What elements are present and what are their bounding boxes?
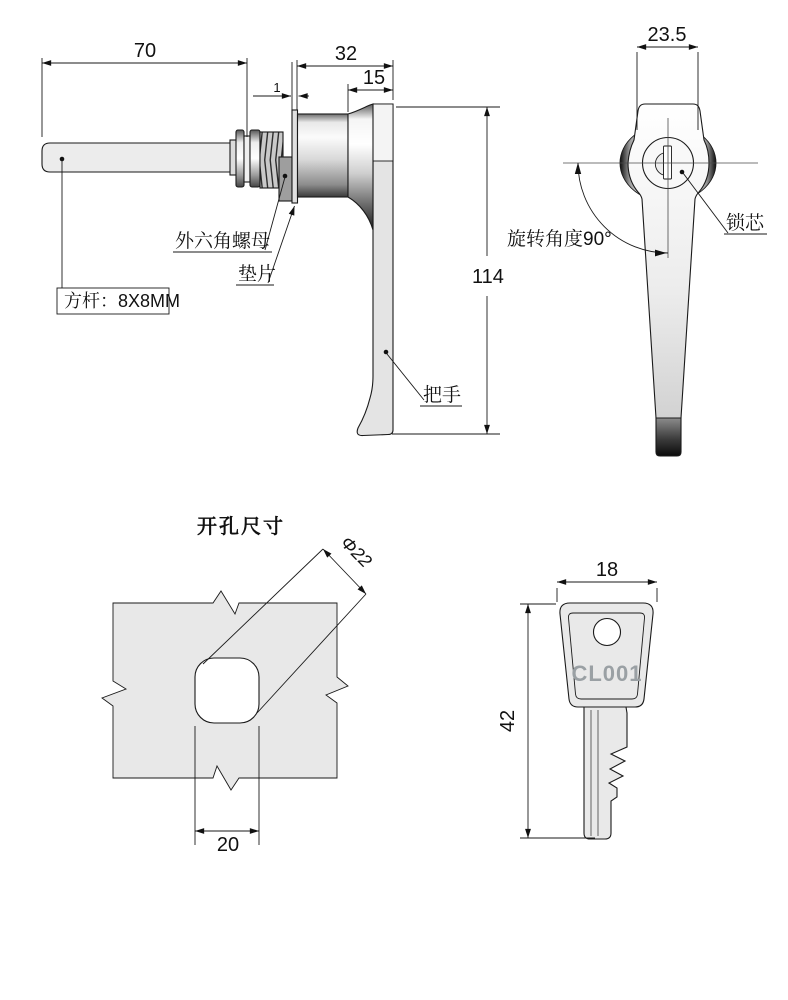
- lock-barrel-shape: [298, 114, 349, 197]
- dim-18-label: 18: [595, 559, 619, 581]
- key-code-text: CL001: [571, 661, 643, 686]
- side-view-drawing: [42, 40, 504, 436]
- handle-label: 把手: [423, 385, 462, 406]
- arc-arrow-up: [575, 163, 581, 175]
- key-view-drawing: [497, 559, 657, 839]
- bezel-ring-outer: [236, 130, 244, 187]
- dim-42-label: 42: [497, 709, 519, 733]
- hex-nut-label: 外六角螺母: [175, 231, 271, 252]
- dim-32-label: 32: [334, 43, 358, 65]
- cutout-title: 开孔尺寸: [197, 516, 285, 538]
- dim-23-5-label: 23.5: [647, 24, 687, 46]
- dim-dia22-label: Φ22: [336, 532, 376, 572]
- handle-boss-shape: [373, 104, 393, 161]
- bezel-ring-inner: [250, 130, 260, 187]
- dim-15-label: 15: [362, 67, 386, 89]
- dim-1-label: 1: [273, 80, 281, 95]
- front-view-drawing: [507, 24, 767, 456]
- keyhole-slot: [664, 146, 672, 179]
- bezel-ring-middle: [244, 136, 250, 182]
- rotation-angle-label: 旋转角度90°: [507, 229, 612, 250]
- hex-nut-shape: [279, 157, 292, 201]
- dim-114-label: 114: [472, 266, 504, 288]
- key-ring-hole: [594, 619, 621, 646]
- lock-core-label: 锁芯: [726, 213, 765, 234]
- handle-tip-shape: [656, 418, 681, 456]
- washer-shape: [292, 110, 298, 203]
- dim-70-label: 70: [133, 40, 157, 62]
- leader-dot: [384, 350, 389, 355]
- square-rod-label: 方杆：8X8MM: [64, 291, 181, 311]
- key-blade-shape: [584, 707, 627, 839]
- dim-20-label: 20: [216, 834, 240, 856]
- square-rod-shape: [42, 143, 250, 172]
- washer-label: 垫片: [238, 264, 277, 285]
- panel-hole-shape: [195, 658, 259, 723]
- cutout-view-drawing: [102, 514, 376, 856]
- handle-bell-shape: [348, 104, 373, 230]
